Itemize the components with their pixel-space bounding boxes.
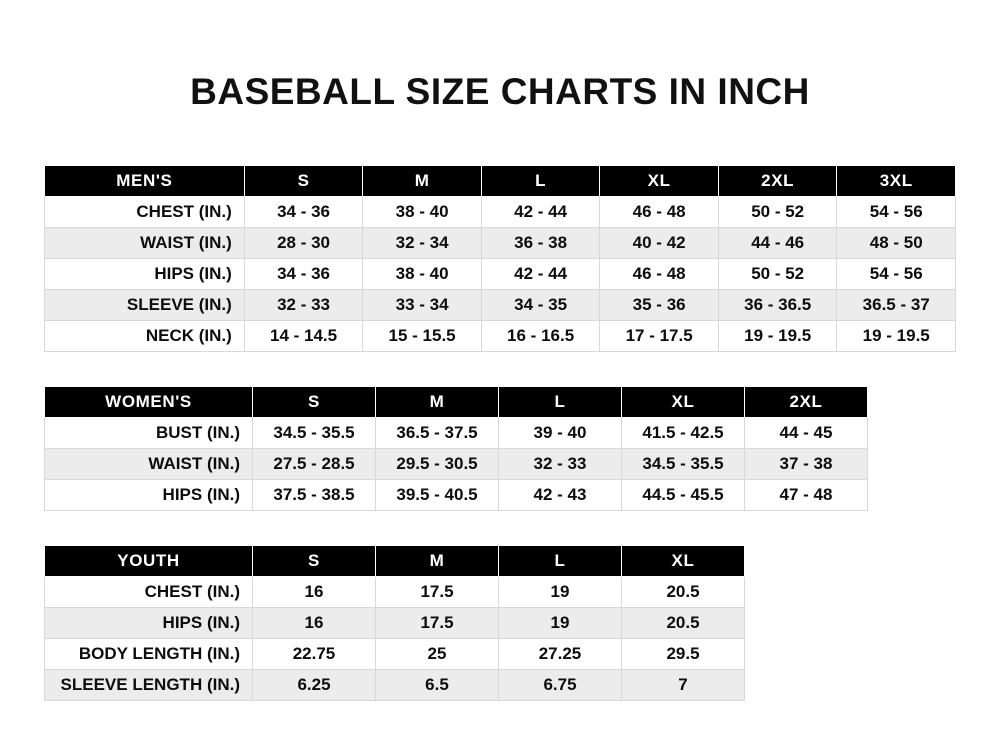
- table-cell: 28 - 30: [244, 227, 363, 258]
- table-row: [45, 227, 956, 258]
- youth-row-label-sleeve-length: SLEEVE LENGTH (IN.): [45, 669, 253, 700]
- table-cell: 16 - 16.5: [481, 320, 600, 351]
- table-cell: 44 - 46: [718, 227, 837, 258]
- mens-header-2xl: 2XL: [718, 165, 837, 196]
- womens-header-xl: XL: [622, 386, 745, 417]
- womens-header-2xl: 2XL: [745, 386, 868, 417]
- table-row: [45, 479, 868, 510]
- womens-row-label-bust: BUST (IN.): [45, 417, 253, 448]
- table-cell: 54 - 56: [837, 258, 956, 289]
- youth-row-label-hips: HIPS (IN.): [45, 607, 253, 638]
- youth-row-label-chest: CHEST (IN.): [45, 576, 253, 607]
- table-row: [45, 417, 868, 448]
- table-cell: 38 - 40: [363, 196, 482, 227]
- mens-row-label-hips: HIPS (IN.): [45, 258, 245, 289]
- mens-row-label-neck: NECK (IN.): [45, 320, 245, 351]
- table-cell: 36 - 38: [481, 227, 600, 258]
- table-cell: 6.75: [499, 669, 622, 700]
- table-row: [45, 258, 956, 289]
- mens-row-label-chest: CHEST (IN.): [45, 196, 245, 227]
- table-cell: 17 - 17.5: [600, 320, 719, 351]
- table-cell: 42 - 44: [481, 258, 600, 289]
- table-cell: 6.25: [253, 669, 376, 700]
- table-header-row: [45, 386, 868, 417]
- mens-header-m: M: [363, 165, 482, 196]
- table-cell: 20.5: [622, 607, 745, 638]
- table-cell: 36.5 - 37: [837, 289, 956, 320]
- table-cell: 39 - 40: [499, 417, 622, 448]
- youth-header-m: M: [376, 545, 499, 576]
- table-cell: 14 - 14.5: [244, 320, 363, 351]
- mens-table-header: [45, 165, 956, 196]
- table-cell: 25: [376, 638, 499, 669]
- womens-header-s: S: [253, 386, 376, 417]
- mens-header-s: S: [244, 165, 363, 196]
- youth-header-xl: XL: [622, 545, 745, 576]
- mens-table-body: [45, 196, 956, 351]
- table-cell: 6.5: [376, 669, 499, 700]
- table-row: [45, 320, 956, 351]
- table-cell: 27.25: [499, 638, 622, 669]
- youth-row-label-body-length: BODY LENGTH (IN.): [45, 638, 253, 669]
- table-cell: 38 - 40: [363, 258, 482, 289]
- womens-table-body: [45, 417, 868, 510]
- youth-size-table: [44, 545, 745, 701]
- table-cell: 17.5: [376, 576, 499, 607]
- table-cell: 17.5: [376, 607, 499, 638]
- table-cell: 16: [253, 576, 376, 607]
- table-row: [45, 289, 956, 320]
- table-cell: 47 - 48: [745, 479, 868, 510]
- table-cell: 19: [499, 607, 622, 638]
- table-cell: 16: [253, 607, 376, 638]
- table-cell: 44.5 - 45.5: [622, 479, 745, 510]
- mens-header-xl: XL: [600, 165, 719, 196]
- table-cell: 34.5 - 35.5: [622, 448, 745, 479]
- tables-container: [0, 113, 1000, 701]
- youth-header-s: S: [253, 545, 376, 576]
- youth-header-category: YOUTH: [45, 545, 253, 576]
- table-cell: 50 - 52: [718, 258, 837, 289]
- table-cell: 19: [499, 576, 622, 607]
- table-cell: 29.5 - 30.5: [376, 448, 499, 479]
- table-cell: 44 - 45: [745, 417, 868, 448]
- table-cell: 19 - 19.5: [718, 320, 837, 351]
- table-cell: 34 - 36: [244, 196, 363, 227]
- table-cell: 48 - 50: [837, 227, 956, 258]
- table-cell: 40 - 42: [600, 227, 719, 258]
- table-row: [45, 669, 745, 700]
- table-row: [45, 196, 956, 227]
- table-row: [45, 448, 868, 479]
- table-cell: 33 - 34: [363, 289, 482, 320]
- table-row: [45, 638, 745, 669]
- table-cell: 34.5 - 35.5: [253, 417, 376, 448]
- table-cell: 50 - 52: [718, 196, 837, 227]
- youth-header-l: L: [499, 545, 622, 576]
- table-cell: 42 - 43: [499, 479, 622, 510]
- table-cell: 34 - 36: [244, 258, 363, 289]
- womens-table-header: [45, 386, 868, 417]
- table-row: [45, 576, 745, 607]
- table-cell: 22.75: [253, 638, 376, 669]
- youth-table-body: [45, 576, 745, 700]
- table-cell: 46 - 48: [600, 196, 719, 227]
- womens-header-category: WOMEN'S: [45, 386, 253, 417]
- table-cell: 41.5 - 42.5: [622, 417, 745, 448]
- table-header-row: [45, 545, 745, 576]
- mens-header-category: MEN'S: [45, 165, 245, 196]
- table-header-row: [45, 165, 956, 196]
- mens-size-table: [44, 165, 956, 352]
- table-cell: 20.5: [622, 576, 745, 607]
- table-cell: 19 - 19.5: [837, 320, 956, 351]
- womens-header-m: M: [376, 386, 499, 417]
- mens-row-label-sleeve: SLEEVE (IN.): [45, 289, 245, 320]
- table-cell: 35 - 36: [600, 289, 719, 320]
- mens-row-label-waist: WAIST (IN.): [45, 227, 245, 258]
- table-cell: 42 - 44: [481, 196, 600, 227]
- table-cell: 46 - 48: [600, 258, 719, 289]
- table-cell: 29.5: [622, 638, 745, 669]
- womens-row-label-waist: WAIST (IN.): [45, 448, 253, 479]
- table-cell: 54 - 56: [837, 196, 956, 227]
- table-cell: 32 - 34: [363, 227, 482, 258]
- womens-row-label-hips: HIPS (IN.): [45, 479, 253, 510]
- womens-size-table: [44, 386, 868, 511]
- page-title: BASEBALL SIZE CHARTS IN INCH: [190, 71, 810, 112]
- table-cell: 34 - 35: [481, 289, 600, 320]
- table-cell: 32 - 33: [244, 289, 363, 320]
- table-cell: 27.5 - 28.5: [253, 448, 376, 479]
- table-cell: 36 - 36.5: [718, 289, 837, 320]
- table-cell: 36.5 - 37.5: [376, 417, 499, 448]
- table-cell: 37.5 - 38.5: [253, 479, 376, 510]
- table-cell: 39.5 - 40.5: [376, 479, 499, 510]
- table-cell: 15 - 15.5: [363, 320, 482, 351]
- youth-table-header: [45, 545, 745, 576]
- womens-header-l: L: [499, 386, 622, 417]
- table-cell: 32 - 33: [499, 448, 622, 479]
- table-cell: 7: [622, 669, 745, 700]
- table-row: [45, 607, 745, 638]
- mens-header-3xl: 3XL: [837, 165, 956, 196]
- mens-header-l: L: [481, 165, 600, 196]
- table-cell: 37 - 38: [745, 448, 868, 479]
